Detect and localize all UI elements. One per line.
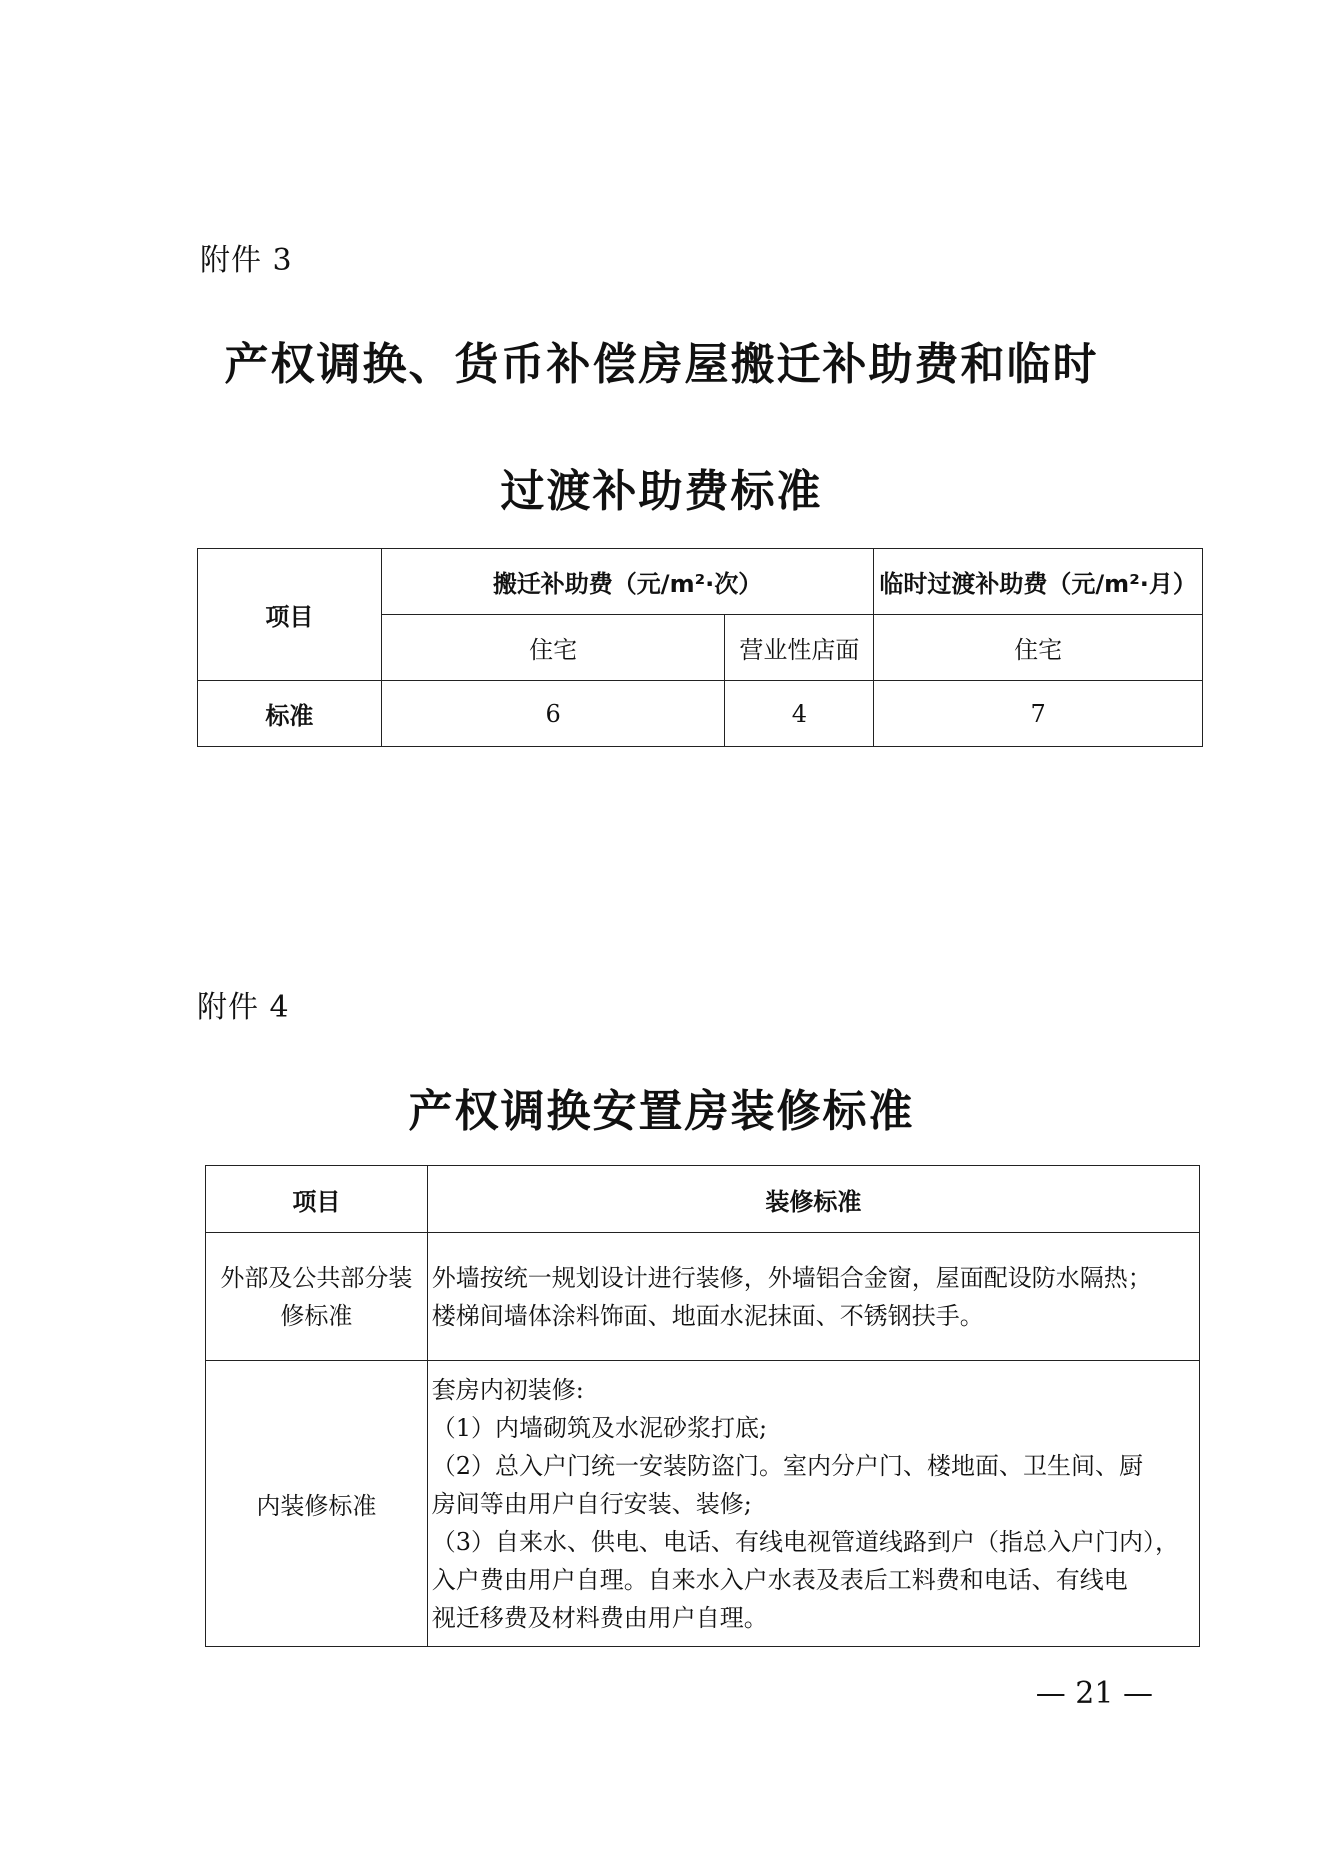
interior-line: 房间等由用户自行安装、装修; xyxy=(431,1489,752,1518)
interior-line: 套房内初装修: xyxy=(431,1375,584,1404)
attachment-3-title-line1: 产权调换、货币补偿房屋搬迁补助费和临时 xyxy=(224,339,1099,390)
interior-line: （2）总入户门统一安装防盗门。室内分户门、楼地面、卫生间、厨 xyxy=(431,1451,1144,1480)
relocation-header: 搬迁补助费（元/m²·次） xyxy=(381,549,873,615)
exterior-line: 外墙按统一规划设计进行装修，外墙铝合金窗，屋面配设防水隔热； xyxy=(431,1263,1152,1292)
value-residential: 6 xyxy=(381,681,725,747)
value-commercial: 4 xyxy=(725,681,874,747)
attachment-4-label: 附件 4 xyxy=(197,990,290,1025)
sub-residential: 住宅 xyxy=(381,615,725,681)
sub-commercial: 营业性店面 xyxy=(725,615,874,681)
transition-header: 临时过渡补助费（元/m²·月） xyxy=(874,549,1203,615)
exterior-line: 楼梯间墙体涂料饰面、地面水泥抹面、不锈钢扶手。 xyxy=(431,1301,984,1330)
interior-line: （1）内墙砌筑及水泥砂浆打底; xyxy=(431,1413,768,1442)
item-header: 项目 xyxy=(198,549,382,681)
standard-label: 标准 xyxy=(198,681,382,747)
decoration-standard-table xyxy=(205,1165,1200,1647)
attachment-3-label: 附件 3 xyxy=(200,243,293,278)
interior-line: 入户费由用户自理。自来水入户水表及表后工料费和电话、有线电 xyxy=(431,1565,1128,1594)
relocation-subsidy-table xyxy=(197,548,1203,747)
decor-standard-header: 装修标准 xyxy=(427,1166,1199,1233)
exterior-standard xyxy=(427,1233,1199,1361)
page-number: — 21 — xyxy=(1035,1676,1153,1711)
interior-standard xyxy=(427,1361,1199,1647)
interior-line: 视迁移费及材料费由用户自理。 xyxy=(431,1603,768,1632)
interior-item: 内装修标准 xyxy=(206,1361,428,1647)
sub-residential-transition: 住宅 xyxy=(874,615,1203,681)
attachment-4-title: 产权调换安置房装修标准 xyxy=(408,1086,915,1137)
interior-line: （3）自来水、供电、电话、有线电视管道线路到户（指总入户门内）， xyxy=(431,1527,1180,1556)
attachment-3-title-line2: 过渡补助费标准 xyxy=(500,466,823,517)
decor-item-header: 项目 xyxy=(206,1166,428,1233)
exterior-item: 外部及公共部分装修标准 xyxy=(206,1233,428,1361)
value-transition: 7 xyxy=(874,681,1203,747)
